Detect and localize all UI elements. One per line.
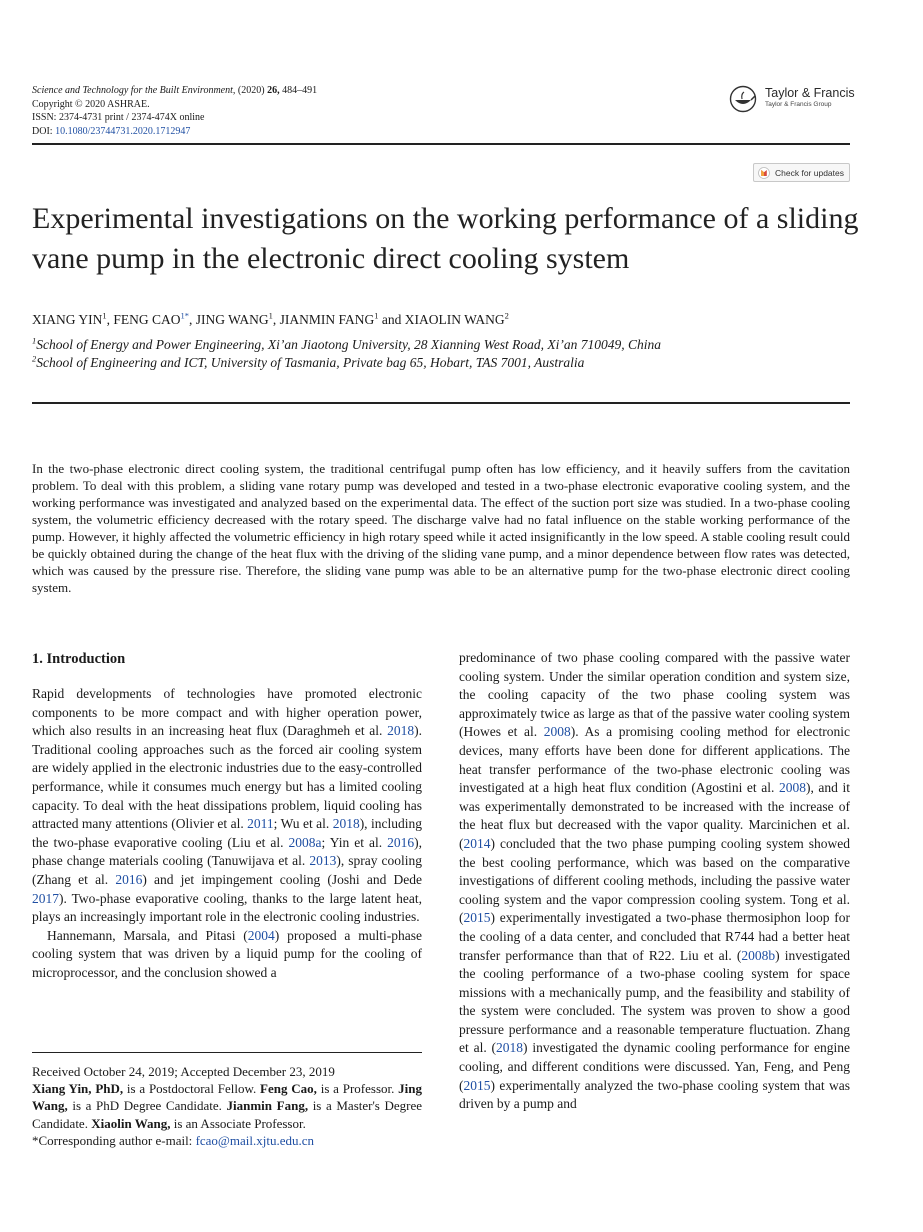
text-run: ) experimentally investigated a two-phase thermosiphon loop for the cooling of a data center, and concluded that R744 had a better heat transfer performance than that of R22. Liu et al. (	[459, 910, 850, 963]
affiliation: $^2$School of Engineering and ICT, University of Tasmania, Private bag 65, Hobart, TAS 7001, Australia	[32, 353, 585, 370]
corresponding-author: *Corresponding author e-mail: fcao@mail.xjtu.edu.cn	[32, 1132, 315, 1148]
affiliation: $^1$School of Energy and Power Engineering, Xi’an Jiaotong University, 28 Xianning West Road, Xi’an 710049, China	[32, 335, 662, 352]
citation-link[interactable]: 2017	[32, 890, 59, 906]
citation-link[interactable]: 2018	[496, 1040, 524, 1056]
text-run: ), phase change materials cooling (Tanuwijava et al.	[32, 834, 422, 869]
citation-link[interactable]: 2015	[463, 910, 491, 926]
text-run: ) investigated the cooling performance of a two-phase cooling system for space missions with a mechanically pump, and the feasibility and stability of the system were concluded. The system was proven to show a good pressure performance and a reasonable temperature fluctuation. Zhang et al. (	[459, 947, 850, 1056]
bio-name: Jianmin Fang,	[226, 1098, 309, 1114]
text-run: ; Yin et al.	[321, 834, 388, 850]
doi-label: DOI:	[32, 125, 53, 137]
body-paragraph	[32, 685, 422, 927]
email-link[interactable]: fcao@mail.xjtu.edu.cn	[195, 1132, 315, 1148]
citation-link[interactable]: 2014	[463, 835, 491, 851]
body-paragraph	[32, 927, 422, 983]
footnote-divider	[32, 1052, 422, 1053]
citation-link[interactable]: 2018	[387, 723, 415, 739]
text-run: ), and it was experimentally demonstrated to be increased with the increase of the heat flux but decreased with the vapor quality. Marcinichen et al. (	[459, 780, 850, 851]
bio-name: Feng Cao,	[260, 1081, 317, 1097]
text-run: ; Wu et al.	[273, 816, 333, 832]
citation-link[interactable]: 2013	[309, 853, 337, 869]
citation-link[interactable]: 2008	[543, 724, 571, 740]
text-run: ), including the two-phase evaporative cooling (Liu et al.	[32, 816, 422, 850]
citation-link[interactable]: 2015	[463, 1077, 491, 1093]
author-list	[32, 311, 862, 329]
journal-year: (2020)	[237, 85, 265, 96]
text-run: ) proposed a multi-phase cooling system that was driven by a liquid pump for the cooling of microprocessor, and the conclusion showed a	[32, 927, 422, 980]
text-run: ). Traditional cooling approaches such as the forced air cooling system are widely applied in the electronic industries due to the easy-controlled performance, while it consumes much energy but has a limited cooling capacity. To deal with the heat dissipations problem, liquid cooling has attracted many attentions (Olivier et al.	[32, 723, 422, 832]
check-for-updates-button[interactable]	[753, 163, 850, 182]
bio-name: Jing Wang,	[32, 1081, 422, 1114]
journal-citation	[32, 84, 632, 98]
text-run: is a Professor.	[316, 1081, 399, 1097]
journal-header	[32, 84, 632, 138]
text-run: is an Associate Professor.	[170, 1115, 306, 1131]
text-run: ) and jet impingement cooling (Joshi and Dede	[142, 871, 422, 887]
citation-link[interactable]: 2016	[115, 871, 143, 887]
bio-name: Xiang Yin, PhD,	[32, 1081, 124, 1097]
citation-link[interactable]: 2011	[247, 816, 274, 832]
section-heading: 1. Introduction	[32, 651, 126, 667]
author: XIANG YIN$^1$,	[32, 310, 114, 327]
abstract: In the two-phase electronic direct cooling system, the traditional centrifugal pump often has low efficiency, and it heavily suffers from the cavitation problem. To deal with this problem, a sliding vane rotary pump was developed and tested in a two-phase electronic evaporative cooling system, and the working performance was investigated and analyzed based on the experimental data. The effect of the suction port size was studied. In a two-phase cooling system, the volumetric efficiency decreased with the rotary speed. The discharge valve had no fatal influence on the stable working performance of the pump. However, it highly affected the volumetric efficiency in high rotary speed while it acted insignificantly in the low speed. A stable cooling result could be quickly obtained during the change of the heat flux with the driving of the sliding vane pump, and a minor dependence between flow rates was detected, which was caused by the pressure rise. Therefore, the sliding vane pump was able to be an alternative pump for the two-phase electronic direct cooling system.	[32, 461, 850, 595]
article-title: Experimental investigations on the working performance of a sliding vane pump in the electronic direct cooling system	[32, 202, 859, 275]
text-run: ). As a promising cooling method for electronic devices, many efforts have been done for different applications. The heat transfer performance of the two-phase electronic cooling was investigated at a high heat flux condition (Agostini et al.	[459, 724, 850, 796]
text-run: predominance of two phase cooling compared with the passive water cooling system. Under the similar operation condition and system size, the cooling capacity of the two phase cooling system was approximately twice as large as that of the passive water cooling system (Howes et al.	[459, 650, 850, 740]
crossmark-icon	[758, 167, 770, 179]
journal-pages: 484–491	[282, 85, 318, 96]
text-run: ) experimentally analyzed the two-phase cooling system that was driven by a pump and	[459, 1077, 850, 1112]
text-run: Hannemann, Marsala, and Pitasi (	[47, 927, 248, 943]
author: XIAOLIN WANG$^2$	[404, 310, 509, 327]
footnotes	[32, 1063, 422, 1149]
citation-link[interactable]: 2004	[247, 927, 275, 943]
check-for-updates-label: Check for updates	[775, 167, 844, 178]
journal-volume: 26,	[267, 85, 280, 96]
citation-link[interactable]: 2008	[778, 780, 806, 796]
author: FENG $CAO^{1*}$,	[113, 310, 196, 327]
right-column	[459, 649, 850, 1114]
abstract-divider	[32, 402, 850, 404]
header-divider	[32, 143, 850, 145]
journal-name: Science and Technology for the Built Environment,	[32, 85, 236, 96]
citation-link[interactable]: 2016	[387, 834, 415, 850]
affiliation-list	[32, 336, 862, 372]
citation-link[interactable]: 2008b	[741, 947, 776, 963]
text-run: is a Master's Degree Candidate.	[32, 1098, 423, 1131]
doi-line	[32, 125, 632, 139]
author: JIANMIN FANG$^1$ and	[279, 310, 405, 327]
citation-link[interactable]: 2008a	[288, 834, 322, 850]
copyright-line: Copyright © 2020 ASHRAE.	[32, 98, 150, 110]
text-run: ), spray cooling (Zhang et al.	[32, 853, 423, 887]
body-paragraph	[459, 649, 850, 1114]
bio-name: Xiaolin Wang,	[91, 1115, 171, 1131]
left-column	[32, 649, 422, 983]
publisher-group: Taylor & Francis Group	[765, 101, 832, 108]
teapot-lamp-icon	[729, 85, 759, 113]
publisher-name: Taylor & Francis	[765, 86, 855, 100]
text-run: ) concluded that the two phase pumping cooling system showed the best cooling performance, which was based on the comparative investigations of different cooling methods, including the passive water cooling system and the vapor compression cooling system. Tong et al. (	[459, 835, 850, 926]
text-run: is a PhD Degree Candidate.	[67, 1098, 227, 1114]
author-bios	[32, 1080, 422, 1132]
text-run: is a Postdoctoral Fellow.	[123, 1081, 261, 1097]
text-run: ). Two-phase evaporative cooling, thanks to the large latent heat, plays an increasingly important role in the electronic cooling industries.	[32, 890, 422, 925]
text-run: ) investigated the dynamic cooling performance for engine cooling, and different conditions were discussed. Yan, Feng, and Peng (	[459, 1040, 850, 1093]
received-dates: Received October 24, 2019; Accepted December 23, 2019	[32, 1064, 335, 1079]
issn-line: ISSN: 2374-4731 print / 2374-474X online	[32, 112, 205, 124]
citation-link[interactable]: 2018	[332, 816, 360, 832]
doi-link[interactable]: 10.1080/23744731.2020.1712947	[55, 125, 191, 137]
text-run: Rapid developments of technologies have promoted electronic components to be more compact and with higher operation power, which also results in an increasing heat flux (Daraghmeh et al.	[32, 686, 422, 739]
publisher-logo[interactable]	[729, 85, 854, 113]
author: JING WANG$^1$,	[195, 310, 280, 327]
